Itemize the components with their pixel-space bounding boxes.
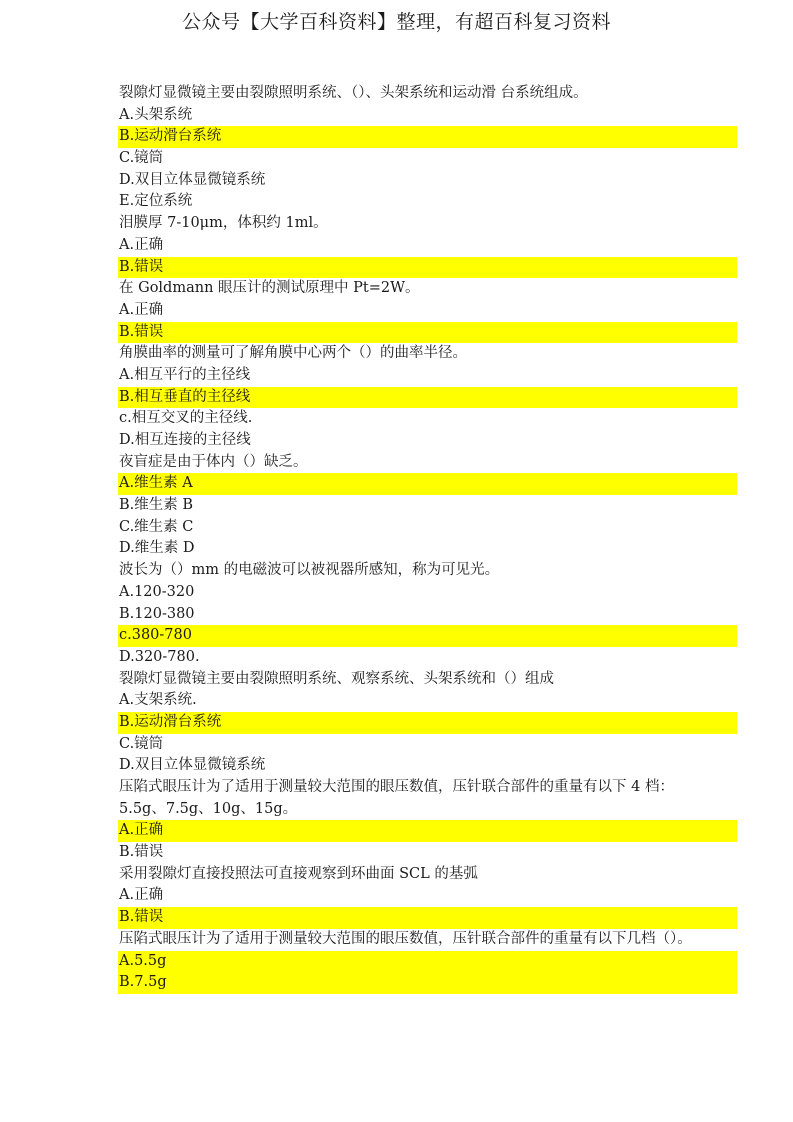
page-title: 公众号【大学百科资料】整理，有超百科复习资料 bbox=[181, 11, 611, 33]
question-text: 在 Goldmann 眼压计的测试原理中 Pt=2W。 bbox=[119, 280, 420, 297]
question-text: 波长为（）mm 的电磁波可以被视器所感知，称为可见光。 bbox=[119, 562, 500, 579]
answer-option: A.正确 bbox=[119, 887, 164, 904]
answer-option-correct: B.错误 bbox=[118, 322, 737, 344]
answer-option: A.头架系统 bbox=[119, 106, 193, 123]
question-text: 裂隙灯显微镜主要由裂隙照明系统、（）、头架系统和运动滑 台系统组成。 bbox=[119, 85, 588, 101]
answer-option-correct: A.正确 bbox=[118, 820, 737, 842]
question-list bbox=[118, 83, 737, 994]
answer-option: D.双目立体显微镜系统 bbox=[119, 757, 266, 774]
answer-option: C.镜筒 bbox=[119, 735, 164, 752]
question-text: 角膜曲率的测量可了解角膜中心两个（）的曲率半径。 bbox=[119, 345, 467, 362]
question-text: 5.5g、7.5g、10g、15g。 bbox=[119, 800, 298, 817]
answer-option-correct: A.维生素 A bbox=[118, 473, 737, 495]
answer-option: D.320-780. bbox=[119, 648, 200, 665]
answer-option: A.相互平行的主径线 bbox=[119, 366, 251, 383]
answer-option: c.相互交叉的主径线. bbox=[119, 410, 253, 427]
answer-option-correct: B.相互垂直的主径线 bbox=[118, 387, 737, 409]
answer-option-correct: c.380-780 bbox=[118, 625, 737, 647]
question-text: 采用裂隙灯直接投照法可直接观察到环曲面 SCL 的基弧 bbox=[119, 865, 478, 882]
answer-option-correct: B.运动滑台系统 bbox=[118, 126, 737, 148]
answer-option: C.维生素 C bbox=[119, 518, 194, 535]
answer-option: C.镜筒 bbox=[119, 150, 164, 167]
answer-option: D.维生素 D bbox=[119, 540, 195, 557]
answer-option: B.错误 bbox=[119, 844, 164, 861]
answer-option: D.双目立体显微镜系统 bbox=[119, 171, 266, 188]
answer-option: E.定位系统 bbox=[119, 193, 193, 210]
answer-option: A.正确 bbox=[119, 236, 164, 253]
answer-option: A.支架系统. bbox=[119, 692, 197, 709]
answer-option-correct: B.错误 bbox=[118, 907, 737, 929]
answer-option: D.相互连接的主径线 bbox=[119, 432, 251, 448]
answer-option: A.120-320 bbox=[119, 583, 195, 600]
answer-option-correct: A.5.5g bbox=[118, 951, 737, 973]
answer-option-correct: B.运动滑台系统 bbox=[118, 712, 737, 734]
question-text: 夜盲症是由于体内（）缺乏。 bbox=[119, 453, 308, 470]
answer-option: B.120-380 bbox=[119, 605, 195, 622]
answer-option-correct: B.7.5g bbox=[118, 972, 737, 994]
question-text: 裂隙灯显微镜主要由裂隙照明系统、观察系统、头架系统和（）组成 bbox=[119, 670, 554, 687]
answer-option: B.维生素 B bbox=[119, 497, 194, 514]
answer-option-correct: B.错误 bbox=[118, 257, 737, 279]
question-text: 压陷式眼压计为了适用于测量较大范围的眼压数值，压针联合部件的重量有以下几档（）。 bbox=[119, 930, 692, 947]
question-text: 泪膜厚 7-10μm，体积约 1ml。 bbox=[119, 215, 328, 232]
answer-option: A.正确 bbox=[119, 301, 164, 318]
question-text: 压陷式眼压计为了适用于测量较大范围的眼压数值，压针联合部件的重量有以下 4 档： bbox=[119, 779, 674, 795]
